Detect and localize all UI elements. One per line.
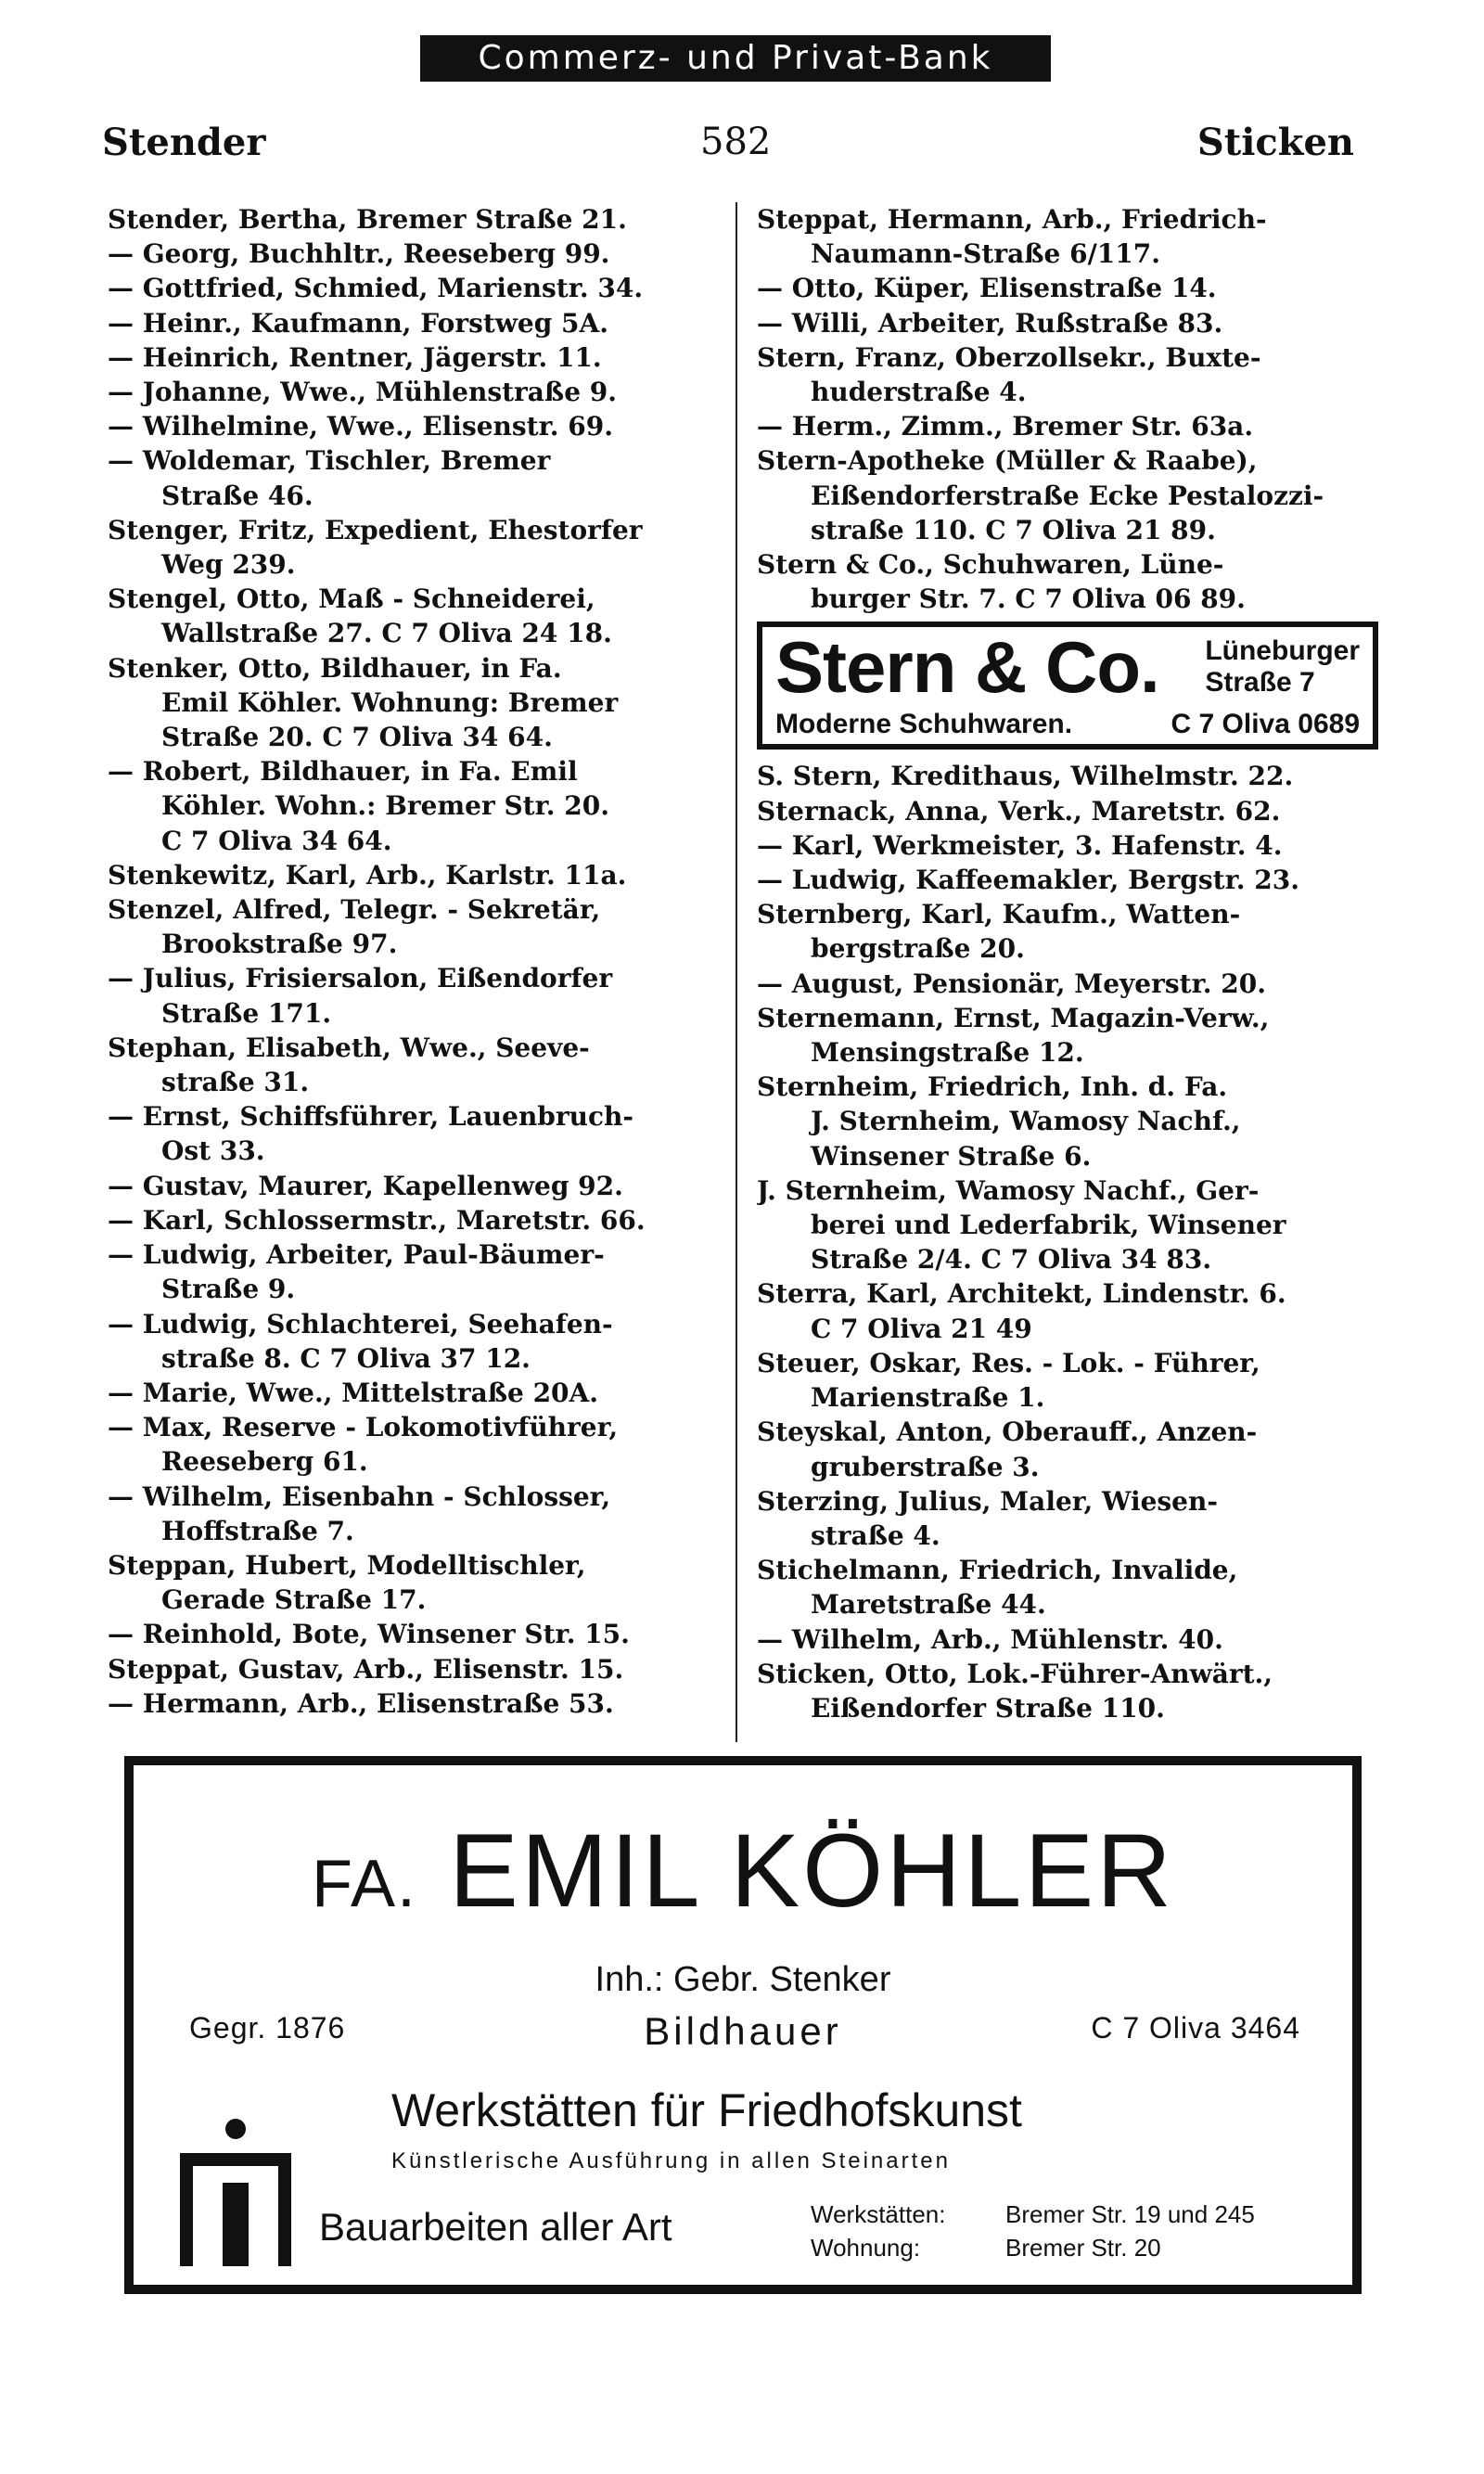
- directory-entry-line: Stenzel, Alfred, Telegr. - Sekretär,: [108, 894, 601, 926]
- directory-entry-line: — Herm., Zimm., Bremer Str. 63a.: [757, 411, 1254, 442]
- directory-entry: [108, 237, 726, 271]
- directory-entry: [108, 1169, 726, 1203]
- directory-entry-line: — Ludwig, Schlachterei, Seehafen-: [108, 1308, 613, 1340]
- kohler-ad-workshops: Werkstätten für Friedhofskunst: [391, 2084, 1022, 2136]
- directory-entry-line: — Woldemar, Tischler, Bremer: [108, 445, 551, 477]
- column-divider: [736, 202, 737, 1742]
- directory-entry-line: straße 4.: [811, 1519, 940, 1551]
- directory-entry: [757, 863, 1378, 897]
- directory-entry-line: — Otto, Küper, Elisenstraße 14.: [757, 273, 1217, 304]
- directory-entry-line: Stenger, Fritz, Expedient, Ehestorfer: [108, 514, 643, 545]
- directory-entry-line: — Wilhelm, Eisenbahn - Schlosser,: [108, 1481, 611, 1512]
- directory-entry-line: Köhler. Wohn.: Bremer Str. 20.: [161, 790, 609, 822]
- directory-entry-line: bergstraße 20.: [811, 933, 1025, 965]
- directory-entry: [108, 375, 726, 409]
- directory-entry-line: Steppan, Hubert, Modelltischler,: [108, 1549, 586, 1581]
- directory-entry-line: J. Sternheim, Wamosy Nachf., Ger-: [757, 1174, 1260, 1206]
- directory-entry: [757, 1622, 1378, 1657]
- stern-ad-address-line1: Lüneburger: [1205, 635, 1360, 667]
- directory-entry-line: Straße 46.: [161, 480, 313, 511]
- directory-entry: [108, 1203, 726, 1237]
- kohler-ad-founded: Gegr. 1876: [189, 2011, 346, 2045]
- directory-entry: [757, 828, 1378, 863]
- directory-entry-line: Emil Köhler. Wohnung: Bremer: [161, 686, 619, 718]
- directory-entry-line: Stern & Co., Schuhwaren, Lüne-: [757, 549, 1224, 581]
- directory-entry-line: berei und Lederfabrik, Winsener: [811, 1210, 1286, 1241]
- stern-ad-address-line2: Straße 7: [1205, 667, 1315, 699]
- directory-entry-line: Gerade Straße 17.: [161, 1584, 427, 1616]
- directory-entry-line: Wallstraße 27. C 7 Oliva 24 18.: [161, 618, 612, 649]
- directory-entry-line: Stern, Franz, Oberzollsekr., Buxte-: [757, 341, 1261, 373]
- directory-entry: [108, 1237, 726, 1306]
- directory-entry-line: Stenkewitz, Karl, Arb., Karlstr. 11a.: [108, 859, 627, 891]
- directory-entry-line: S. Stern, Kredithaus, Wilhelmstr. 22.: [757, 761, 1294, 792]
- directory-entry-line: Straße 2/4. C 7 Oliva 34 83.: [811, 1244, 1212, 1275]
- directory-entry: [108, 1617, 726, 1651]
- directory-entry-line: — Ernst, Schiffsführer, Lauenbruch-: [108, 1101, 634, 1133]
- directory-entry-line: — Reinhold, Bote, Winsener Str. 15.: [108, 1619, 630, 1650]
- directory-entry-line: Sticken, Otto, Lok.-Führer-Anwärt.,: [757, 1658, 1273, 1689]
- directory-entry-line: Hoffstraße 7.: [161, 1515, 354, 1546]
- directory-entry-line: Reeseberg 61.: [161, 1446, 368, 1478]
- directory-entry: [108, 961, 726, 1030]
- right-column: [757, 202, 1378, 1747]
- directory-entry: [108, 1099, 726, 1168]
- kohler-ad-art: Künstlerische Ausführung in allen Steinarten: [391, 2148, 951, 2173]
- directory-entry-line: straße 8. C 7 Oliva 37 12.: [161, 1342, 531, 1374]
- directory-entry: [108, 513, 726, 582]
- directory-entry: [108, 271, 726, 305]
- right-column-bottom: [757, 759, 1378, 1725]
- directory-entry-line: — Heinr., Kaufmann, Forstweg 5A.: [108, 307, 608, 339]
- directory-entry: [757, 1553, 1378, 1622]
- kohler-ad-workshop-address: Bremer Str. 19 und 245: [1005, 2200, 1255, 2228]
- directory-entry-line: — Ludwig, Arbeiter, Paul-Bäumer-: [108, 1239, 605, 1271]
- tombstone-logo-icon: [180, 2118, 291, 2266]
- stern-advertisement: [757, 622, 1378, 750]
- directory-entry-line: — Gottfried, Schmied, Marienstr. 34.: [108, 273, 644, 304]
- kohler-ad-trade: Bildhauer: [644, 2009, 842, 2053]
- directory-entry: [108, 1307, 726, 1376]
- directory-entry-line: straße 31.: [161, 1067, 310, 1098]
- directory-entry-line: Stern-Apotheke (Müller & Raabe),: [757, 445, 1258, 477]
- directory-entry: [108, 409, 726, 443]
- directory-entry-line: — Max, Reserve - Lokomotivführer,: [108, 1412, 619, 1443]
- directory-entry-line: — Robert, Bildhauer, in Fa. Emil: [108, 756, 578, 788]
- directory-entry-line: Straße 171.: [161, 997, 332, 1029]
- directory-entry: [757, 1173, 1378, 1277]
- directory-entry-line: Sterra, Karl, Architekt, Lindenstr. 6.: [757, 1278, 1286, 1310]
- directory-entry-line: — Johanne, Wwe., Mühlenstraße 9.: [108, 377, 617, 408]
- directory-entry: [108, 443, 726, 512]
- directory-entry: [757, 409, 1378, 443]
- directory-entry: [757, 1070, 1378, 1173]
- right-column-top: [757, 202, 1378, 616]
- directory-entry: [757, 1657, 1378, 1725]
- directory-entry-line: gruberstraße 3.: [811, 1451, 1040, 1482]
- directory-entry: [757, 306, 1378, 340]
- directory-entry: [757, 443, 1378, 547]
- directory-entry: [757, 1001, 1378, 1070]
- directory-entry-line: Sternheim, Friedrich, Inh. d. Fa.: [757, 1071, 1228, 1103]
- directory-entry: [757, 340, 1378, 409]
- kohler-ad-title: [134, 1813, 1352, 1936]
- directory-entry: [757, 202, 1378, 271]
- directory-entry-line: Naumann-Straße 6/117.: [811, 238, 1160, 270]
- directory-entry: [757, 1346, 1378, 1415]
- directory-entry: [108, 1031, 726, 1099]
- directory-entry-line: C 7 Oliva 21 49: [811, 1313, 1032, 1344]
- directory-entry-line: — Georg, Buchhltr., Reeseberg 99.: [108, 238, 610, 270]
- directory-entry-line: — Wilhelm, Arb., Mühlenstr. 40.: [757, 1623, 1223, 1655]
- directory-entry: [108, 582, 726, 650]
- directory-entry: [108, 1548, 726, 1617]
- directory-entry: [108, 892, 726, 961]
- directory-entry-line: — Julius, Frisiersalon, Eißendorfer: [108, 963, 613, 994]
- directory-entry-line: Sternemann, Ernst, Magazin-Verw.,: [757, 1002, 1270, 1033]
- directory-entry-line: Eißendorferstraße Ecke Pestalozzi-: [811, 480, 1324, 511]
- directory-entry: [108, 858, 726, 892]
- kohler-ad-phone: C 7 Oliva 3464: [1091, 2011, 1300, 2045]
- directory-entry-line: — August, Pensionär, Meyerstr. 20.: [757, 968, 1266, 999]
- directory-entry-line: Steppat, Gustav, Arb., Elisenstr. 15.: [108, 1653, 624, 1685]
- directory-entry-line: Steppat, Hermann, Arb., Friedrich-: [757, 204, 1267, 235]
- directory-entry: [108, 754, 726, 858]
- directory-entry-line: C 7 Oliva 34 64.: [161, 825, 392, 856]
- directory-entry-line: — Hermann, Arb., Elisenstraße 53.: [108, 1687, 614, 1719]
- directory-entry: [108, 1480, 726, 1548]
- directory-entry: [108, 306, 726, 340]
- directory-entry-line: Steuer, Oskar, Res. - Lok. - Führer,: [757, 1347, 1260, 1378]
- directory-entry-line: Mensingstraße 12.: [811, 1037, 1084, 1069]
- directory-entry: [757, 1415, 1378, 1483]
- running-head-right: Sticken: [1196, 121, 1354, 164]
- stern-ad-phone: C 7 Oliva 0689: [1171, 709, 1360, 740]
- directory-entry-line: Maretstraße 44.: [811, 1589, 1046, 1621]
- directory-entry-line: Ost 33.: [161, 1135, 265, 1167]
- directory-entry: [108, 340, 726, 375]
- kohler-ad-workshop-label: Werkstätten:: [811, 2200, 946, 2228]
- directory-entry: [108, 1410, 726, 1479]
- directory-entry: [108, 1652, 726, 1686]
- directory-entry-line: straße 110. C 7 Oliva 21 89.: [811, 514, 1216, 545]
- directory-entry: [757, 897, 1378, 966]
- kohler-advertisement: [124, 1756, 1362, 2294]
- directory-entry-line: — Marie, Wwe., Mittelstraße 20A.: [108, 1377, 599, 1408]
- directory-entry-line: Sternberg, Karl, Kaufm., Watten-: [757, 899, 1241, 930]
- directory-entry-line: huderstraße 4.: [811, 377, 1027, 408]
- directory-entry: [108, 1686, 726, 1721]
- kohler-ad-home-label: Wohnung:: [811, 2234, 921, 2262]
- directory-entry: [757, 547, 1378, 616]
- directory-entry-line: Sterzing, Julius, Maler, Wiesen-: [757, 1485, 1218, 1517]
- directory-entry: [757, 759, 1378, 793]
- directory-entry-line: Straße 9.: [161, 1274, 296, 1305]
- directory-entry-line: Winsener Straße 6.: [811, 1140, 1092, 1172]
- bank-banner: Commerz- und Privat-Bank: [420, 35, 1051, 82]
- directory-entry-line: Stephan, Elisabeth, Wwe., Seeve-: [108, 1032, 590, 1063]
- directory-entry-line: Weg 239.: [161, 549, 296, 581]
- stern-ad-address: [1205, 635, 1360, 699]
- kohler-ad-addresses: [811, 2198, 1255, 2264]
- kohler-ad-owner: Inh.: Gebr. Stenker: [595, 1960, 891, 1999]
- directory-entry-line: Stichelmann, Friedrich, Invalide,: [757, 1555, 1238, 1586]
- directory-entry: [757, 794, 1378, 828]
- directory-entry: [757, 271, 1378, 305]
- left-column: [108, 202, 726, 1747]
- directory-entry-line: Straße 20. C 7 Oliva 34 64.: [161, 722, 553, 753]
- directory-entry-line: Brookstraße 97.: [161, 929, 398, 960]
- kohler-ad-construction: Bauarbeiten aller Art: [319, 2205, 672, 2249]
- directory-entry-line: Eißendorfer Straße 110.: [811, 1692, 1165, 1724]
- stern-ad-slogan: Moderne Schuhwaren.: [775, 709, 1073, 740]
- directory-entry-line: J. Sternheim, Wamosy Nachf.,: [811, 1106, 1241, 1137]
- directory-entry-line: — Wilhelmine, Wwe., Elisenstr. 69.: [108, 411, 613, 442]
- directory-entry-line: — Karl, Schlossermstr., Maretstr. 66.: [108, 1204, 646, 1236]
- directory-entry-line: — Gustav, Maurer, Kapellenweg 92.: [108, 1170, 623, 1201]
- kohler-ad-home-address: Bremer Str. 20: [1005, 2234, 1161, 2262]
- kohler-ad-name: EMIL KÖHLER: [449, 1813, 1175, 1929]
- directory-entry: [108, 202, 726, 237]
- directory-entry: [108, 651, 726, 755]
- stern-ad-name: Stern & Co.: [775, 626, 1159, 709]
- kohler-ad-fa: FA.: [311, 1847, 417, 1921]
- directory-entry: [757, 967, 1378, 1001]
- directory-entry-line: Stenker, Otto, Bildhauer, in Fa.: [108, 652, 562, 684]
- directory-entry-line: burger Str. 7. C 7 Oliva 06 89.: [811, 583, 1246, 615]
- directory-entry: [108, 1376, 726, 1410]
- directory-entry-line: Stender, Bertha, Bremer Straße 21.: [108, 204, 627, 235]
- directory-entry-line: Sternack, Anna, Verk., Maretstr. 62.: [757, 795, 1281, 827]
- directory-entry-line: — Karl, Werkmeister, 3. Hafenstr. 4.: [757, 829, 1283, 861]
- running-head-left: Stender: [102, 121, 266, 164]
- directory-entry-line: — Willi, Arbeiter, Rußstraße 83.: [757, 307, 1223, 339]
- directory-entry-line: — Ludwig, Kaffeemakler, Bergstr. 23.: [757, 865, 1300, 896]
- directory-entry: [757, 1276, 1378, 1345]
- page-number: 582: [700, 121, 772, 163]
- directory-entry-line: Marienstraße 1.: [811, 1382, 1045, 1414]
- directory-entry: [757, 1484, 1378, 1553]
- directory-entry-line: — Heinrich, Rentner, Jägerstr. 11.: [108, 341, 602, 373]
- directory-entry-line: Steyskal, Anton, Oberauff., Anzen-: [757, 1416, 1258, 1448]
- directory-entry-line: Stengel, Otto, Maß - Schneiderei,: [108, 583, 595, 615]
